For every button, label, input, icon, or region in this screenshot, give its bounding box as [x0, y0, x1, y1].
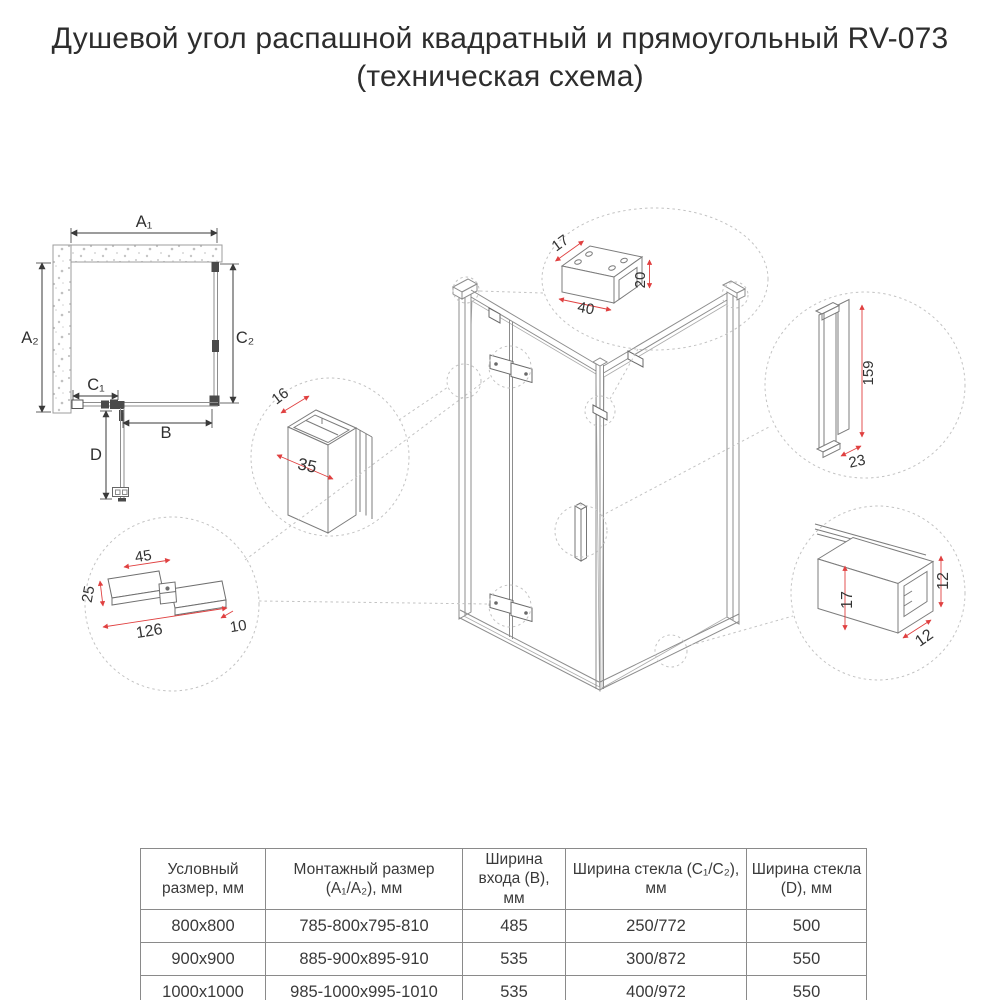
bracket-dim-height: 20 [632, 271, 649, 289]
bottomprofile-dim-depth: 12 [912, 626, 937, 651]
size-spec-table [140, 848, 867, 1000]
profile-dim-width: 35 [295, 454, 319, 477]
plan-dim-b-label: B [160, 424, 172, 442]
table-cell: 550 [747, 943, 867, 976]
handle-dim-height: 159 [860, 360, 877, 386]
plan-wall-left [53, 245, 71, 413]
plan-profile-block [212, 262, 220, 272]
header-entry-width: Ширина входа (B), мм [463, 849, 566, 910]
title-line-1: Душевой угол распашной квадратный и прямоугольный RV-073 [51, 22, 949, 55]
hinge-dim-plate: 45 [133, 546, 153, 567]
bottomprofile-dim-inner: 17 [839, 591, 856, 609]
plan-door-open [121, 408, 125, 499]
callout-wall-profile [251, 378, 409, 536]
plan-door-endcap [118, 498, 126, 502]
hinge-dim-length: 126 [134, 621, 164, 643]
table-cell: 400/972 [566, 976, 747, 1000]
table-row [141, 943, 867, 976]
table-row [141, 910, 867, 943]
callout-bottom-profile [791, 506, 965, 680]
table-cell: 535 [463, 976, 566, 1000]
bracket-dim-length: 40 [576, 298, 596, 319]
plan-wall-profile-block [72, 400, 83, 409]
plan-door-pivot [118, 401, 125, 409]
bottomprofile-dim-height: 12 [935, 572, 952, 590]
table-cell: 535 [463, 943, 566, 976]
plan-dim-d-label: D [90, 446, 102, 464]
plan-dim-a2-label: A₂ [21, 329, 39, 347]
bracket-dim-depth: 17 [548, 231, 573, 256]
plan-view [21, 213, 254, 502]
header-glass-width-c: Ширина стекла (C₁/C₂), мм [566, 849, 747, 910]
plan-glass-right [214, 263, 218, 403]
callout-handle [765, 292, 965, 478]
table-cell: 485 [463, 910, 566, 943]
table-cell: 800x800 [141, 910, 266, 943]
table-cell: 900x900 [141, 943, 266, 976]
profile-dim-depth: 16 [268, 384, 293, 409]
title-line-2: (техническая схема) [356, 60, 644, 94]
connector-line [399, 387, 448, 420]
connector-line [259, 601, 489, 604]
plan-dim-c2-label: C₂ [235, 329, 255, 347]
header-mounting-size: Монтажный размер (A₁/A₂), мм [266, 849, 463, 910]
handle-dim-depth: 23 [847, 451, 867, 472]
plan-corner-block [210, 396, 220, 407]
glass-side-panel [602, 304, 727, 688]
table-cell: 300/872 [566, 943, 747, 976]
table-header-row [141, 849, 867, 910]
isometric-view [453, 279, 745, 692]
plan-hinge-block [101, 401, 109, 409]
plan-dim-a1-label: A₁ [135, 213, 153, 231]
plan-hinge-block [110, 400, 118, 410]
plan-glass-bottom [71, 403, 218, 407]
plan-wall-top [53, 245, 222, 262]
table-cell: 250/772 [566, 910, 747, 943]
table-cell: 885-900x895-910 [266, 943, 463, 976]
hinge-dim-thickness: 10 [228, 616, 248, 637]
table-row [141, 976, 867, 1000]
table-cell: 785-800x795-810 [266, 910, 463, 943]
callout-circle [85, 517, 259, 691]
table-cell: 985-1000x995-1010 [266, 976, 463, 1000]
header-nominal-size: Условный размер, мм [141, 849, 266, 910]
callout-hinge [79, 517, 259, 691]
table-cell: 550 [747, 976, 867, 1000]
door-handle-3d [575, 503, 587, 561]
table-cell: 1000x1000 [141, 976, 266, 1000]
hinge-dim-height: 25 [78, 584, 99, 604]
connector-line [479, 291, 543, 293]
header-glass-width-d: Ширина стекла (D), мм [747, 849, 867, 910]
plan-profile-block [212, 340, 219, 352]
table-cell: 500 [747, 910, 867, 943]
plan-dim-c1-label: C₁ [87, 376, 105, 394]
